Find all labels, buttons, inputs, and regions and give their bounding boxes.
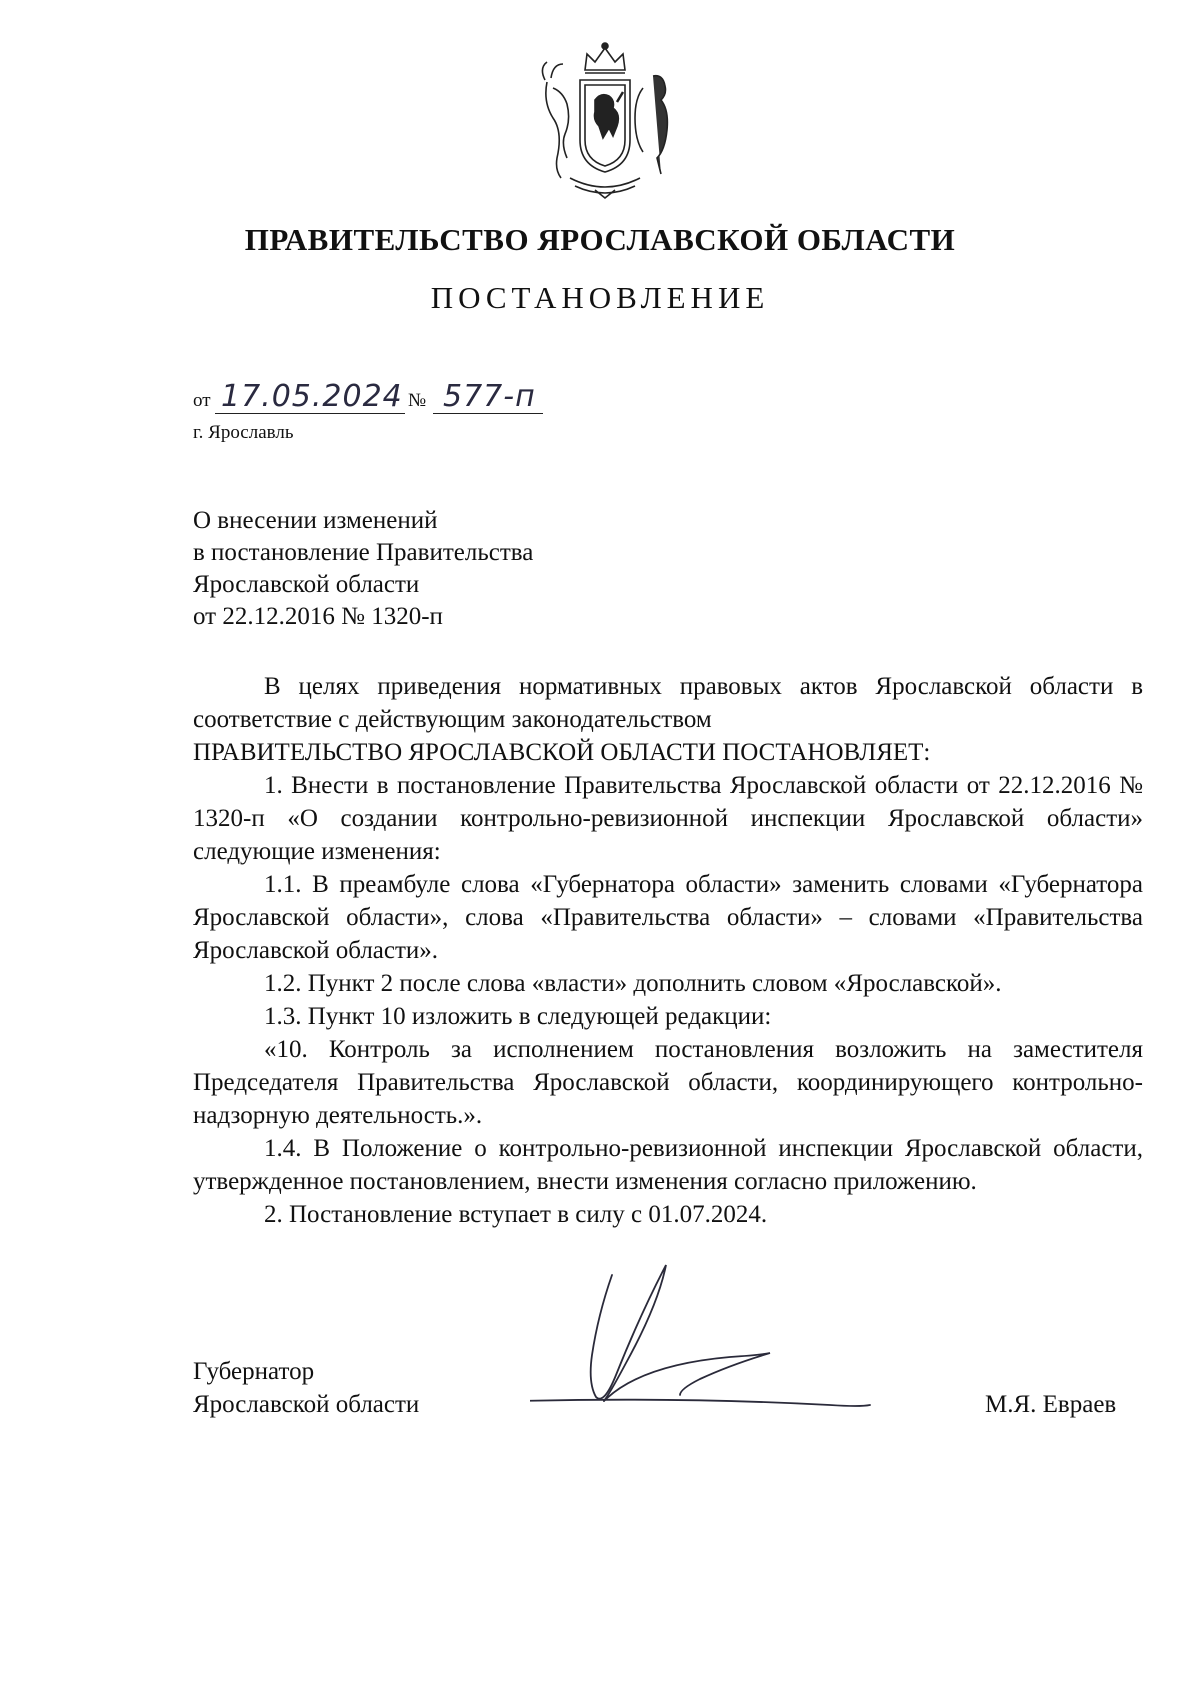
signatory-name: М.Я. Евраев <box>985 1391 1117 1418</box>
intro-paragraph: В целях приведения нормативных правовых актов Ярославской области в соответствие с действующим законодательством <box>193 673 1143 733</box>
position-line: Губернатор <box>193 1358 315 1385</box>
clause-10-text: «10. Контроль за исполнением постановления возложить на заместителя Председателя Правительства Ярославской области, координирующего контрольно-надзорную деятельность.». <box>193 1036 1143 1129</box>
registration-line <box>193 379 593 418</box>
coat-of-arms-emblem <box>525 40 685 202</box>
number-prefix: № <box>408 390 427 411</box>
document-type: ПОСТАНОВЛЕНИЕ <box>430 280 770 315</box>
handwritten-signature <box>530 1255 930 1425</box>
position-line: Ярославской области <box>193 1391 420 1418</box>
clause-1-2: 1.2. Пункт 2 после слова «власти» дополнить словом «Ярославской». <box>264 970 1002 997</box>
organization-title: ПРАВИТЕЛЬСТВО ЯРОСЛАВСКОЙ ОБЛАСТИ <box>244 222 956 257</box>
signatory-position <box>193 1355 419 1421</box>
document-subject <box>193 505 533 633</box>
clause-1-3: 1.3. Пункт 10 изложить в следующей редакции: <box>264 1003 772 1030</box>
city: г. Ярославль <box>193 422 294 443</box>
clause-2: 2. Постановление вступает в силу с 01.07.2024. <box>264 1201 768 1228</box>
clause-1-4: 1.4. В Положение о контрольно-ревизионной инспекции Ярославской области, утвержденное постановлением, внести изменения согласно приложению. <box>193 1135 1143 1195</box>
handwritten-date: 17.05.2024 <box>221 379 403 414</box>
clause-1-1: 1.1. В преамбуле слова «Губернатора области» заменить словами «Губернатора Ярославской области», слова «Правительства области» – словами «Правительства Ярославской области». <box>193 871 1143 964</box>
clause-1: 1. Внести в постановление Правительства Ярославской области от 22.12.2016 № 1320-п «О создании контрольно-ревизионной инспекции Ярославской области» следующие изменения: <box>193 772 1143 865</box>
subject-line: в постановление Правительства <box>193 539 534 566</box>
subject-line: Ярославской области <box>193 571 420 598</box>
subject-line: О внесении изменений <box>193 507 438 534</box>
document-body <box>193 670 1143 1231</box>
resolution-statement: ПРАВИТЕЛЬСТВО ЯРОСЛАВСКОЙ ОБЛАСТИ ПОСТАНОВЛЯЕТ: <box>193 739 931 766</box>
subject-line: от 22.12.2016 № 1320-п <box>193 603 443 630</box>
date-prefix: от <box>193 390 211 411</box>
handwritten-number: 577-п <box>443 379 536 414</box>
